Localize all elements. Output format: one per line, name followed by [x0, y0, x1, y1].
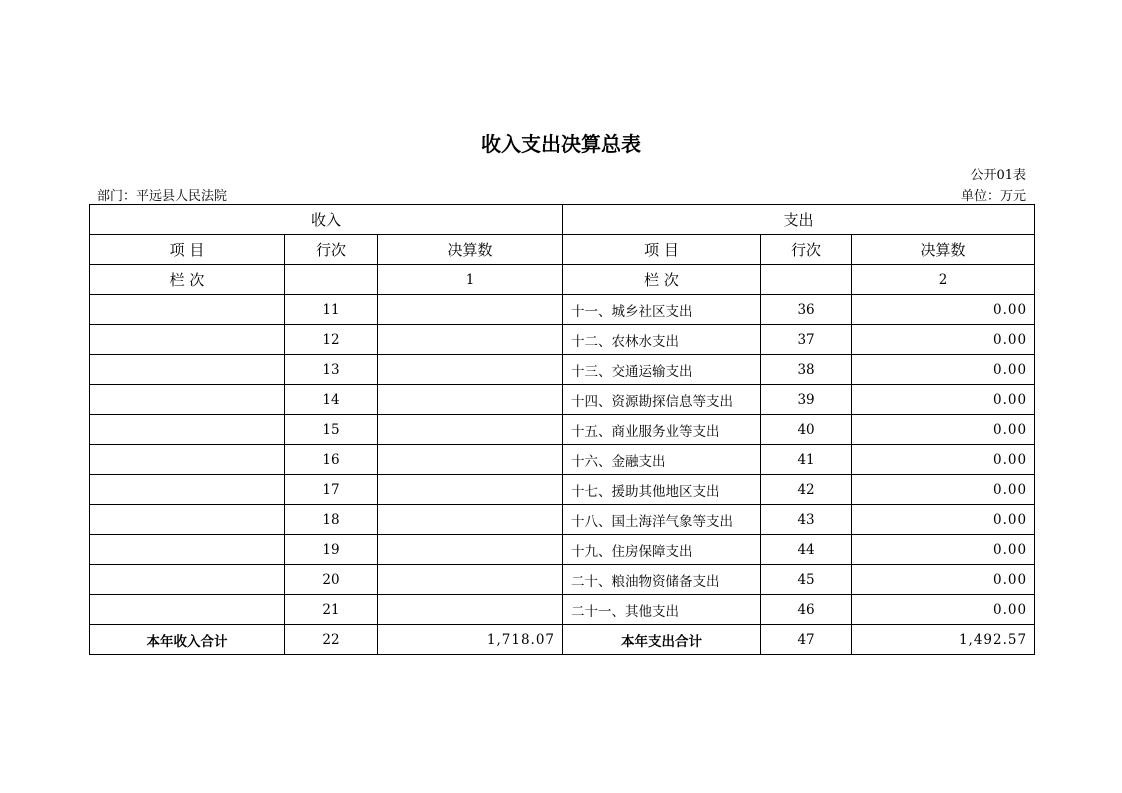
income-amount-cell — [378, 415, 563, 445]
expense-row-no-cell: 44 — [761, 535, 852, 565]
table-row — [90, 595, 1035, 625]
expense-amount-cell: 0.00 — [852, 565, 1035, 595]
table-row — [90, 565, 1035, 595]
income-item-cell — [90, 385, 285, 415]
income-amount-cell — [378, 535, 563, 565]
expense-row-no-cell: 40 — [761, 415, 852, 445]
income-row-no-cell: 18 — [285, 505, 378, 535]
expense-column-blank — [761, 265, 852, 295]
income-amount-cell — [378, 505, 563, 535]
expense-total-row-no: 47 — [761, 625, 852, 655]
income-row-no-cell: 17 — [285, 475, 378, 505]
expense-row-no-cell: 37 — [761, 325, 852, 355]
expense-item-cell: 十八、国土海洋气象等支出 — [563, 505, 761, 535]
income-total-amount: 1,718.07 — [378, 625, 563, 655]
income-amount-cell — [378, 595, 563, 625]
income-column-index: 1 — [378, 265, 563, 295]
expense-row-no-cell: 38 — [761, 355, 852, 385]
income-amount-header: 决算数 — [378, 235, 563, 265]
expense-item-cell: 十六、金融支出 — [563, 445, 761, 475]
expense-item-header: 项 目 — [563, 235, 761, 265]
expense-total-amount: 1,492.57 — [852, 625, 1035, 655]
income-amount-cell — [378, 565, 563, 595]
table-row — [90, 475, 1035, 505]
income-row-no-cell: 19 — [285, 535, 378, 565]
expense-amount-cell: 0.00 — [852, 325, 1035, 355]
final-accounts-table — [89, 204, 1035, 655]
expense-row-no-cell: 42 — [761, 475, 852, 505]
expense-item-cell: 十七、援助其他地区支出 — [563, 475, 761, 505]
income-row-no-header: 行次 — [285, 235, 378, 265]
income-item-header: 项 目 — [90, 235, 285, 265]
income-item-cell — [90, 445, 285, 475]
expense-row-no-cell: 39 — [761, 385, 852, 415]
expense-item-cell: 十三、交通运输支出 — [563, 355, 761, 385]
expense-row-no-cell: 45 — [761, 565, 852, 595]
expense-row-no-cell: 36 — [761, 295, 852, 325]
expense-amount-cell: 0.00 — [852, 295, 1035, 325]
income-row-no-cell: 20 — [285, 565, 378, 595]
unit-label: 单位：万元 — [960, 189, 1026, 204]
table-body — [90, 295, 1035, 625]
table-row — [90, 295, 1035, 325]
income-row-no-cell: 14 — [285, 385, 378, 415]
expense-amount-cell: 0.00 — [852, 505, 1035, 535]
income-row-no-cell: 13 — [285, 355, 378, 385]
expense-amount-cell: 0.00 — [852, 385, 1035, 415]
expense-amount-cell: 0.00 — [852, 445, 1035, 475]
income-item-cell — [90, 565, 285, 595]
column-index-row — [90, 265, 1035, 295]
expense-amount-cell: 0.00 — [852, 415, 1035, 445]
income-amount-cell — [378, 325, 563, 355]
expense-column-index: 2 — [852, 265, 1035, 295]
table-row — [90, 445, 1035, 475]
income-row-no-cell: 11 — [285, 295, 378, 325]
expense-item-cell: 二十、粮油物资储备支出 — [563, 565, 761, 595]
table-row — [90, 535, 1035, 565]
expense-amount-cell: 0.00 — [852, 475, 1035, 505]
expense-amount-cell: 0.00 — [852, 535, 1035, 565]
expense-amount-cell: 0.00 — [852, 355, 1035, 385]
expense-section-header: 支出 — [563, 205, 1035, 235]
table-row — [90, 505, 1035, 535]
income-item-cell — [90, 595, 285, 625]
table-row — [90, 355, 1035, 385]
expense-item-cell: 十一、城乡社区支出 — [563, 295, 761, 325]
table-row — [90, 325, 1035, 355]
expense-item-cell: 二十一、其他支出 — [563, 595, 761, 625]
income-row-no-cell: 15 — [285, 415, 378, 445]
page-title: 收入支出决算总表 — [481, 132, 641, 156]
income-column-label: 栏 次 — [90, 265, 285, 295]
income-amount-cell — [378, 295, 563, 325]
expense-row-no-cell: 43 — [761, 505, 852, 535]
income-item-cell — [90, 475, 285, 505]
income-total-row-no: 22 — [285, 625, 378, 655]
income-amount-cell — [378, 355, 563, 385]
expense-item-cell: 十九、住房保障支出 — [563, 535, 761, 565]
table-row — [90, 415, 1035, 445]
expense-row-no-cell: 46 — [761, 595, 852, 625]
income-item-cell — [90, 355, 285, 385]
expense-item-cell: 十二、农林水支出 — [563, 325, 761, 355]
expense-item-cell: 十四、资源勘探信息等支出 — [563, 385, 761, 415]
income-item-cell — [90, 325, 285, 355]
income-total-label: 本年收入合计 — [90, 625, 285, 655]
income-section-header: 收入 — [90, 205, 563, 235]
income-amount-cell — [378, 385, 563, 415]
income-row-no-cell: 12 — [285, 325, 378, 355]
income-item-cell — [90, 295, 285, 325]
income-amount-cell — [378, 475, 563, 505]
table-row — [90, 385, 1035, 415]
income-item-cell — [90, 535, 285, 565]
form-number: 公开01表 — [970, 168, 1026, 183]
income-item-cell — [90, 415, 285, 445]
column-header-row — [90, 235, 1035, 265]
income-amount-cell — [378, 445, 563, 475]
expense-row-no-header: 行次 — [761, 235, 852, 265]
expense-item-cell: 十五、商业服务业等支出 — [563, 415, 761, 445]
department-label: 部门：平远县人民法院 — [97, 189, 228, 204]
income-item-cell — [90, 505, 285, 535]
expense-column-label: 栏 次 — [563, 265, 761, 295]
section-header-row — [90, 205, 1035, 235]
expense-row-no-cell: 41 — [761, 445, 852, 475]
expense-amount-header: 决算数 — [852, 235, 1035, 265]
expense-total-label: 本年支出合计 — [563, 625, 761, 655]
expense-amount-cell: 0.00 — [852, 595, 1035, 625]
totals-row — [90, 625, 1035, 655]
income-row-no-cell: 16 — [285, 445, 378, 475]
income-row-no-cell: 21 — [285, 595, 378, 625]
income-column-blank — [285, 265, 378, 295]
